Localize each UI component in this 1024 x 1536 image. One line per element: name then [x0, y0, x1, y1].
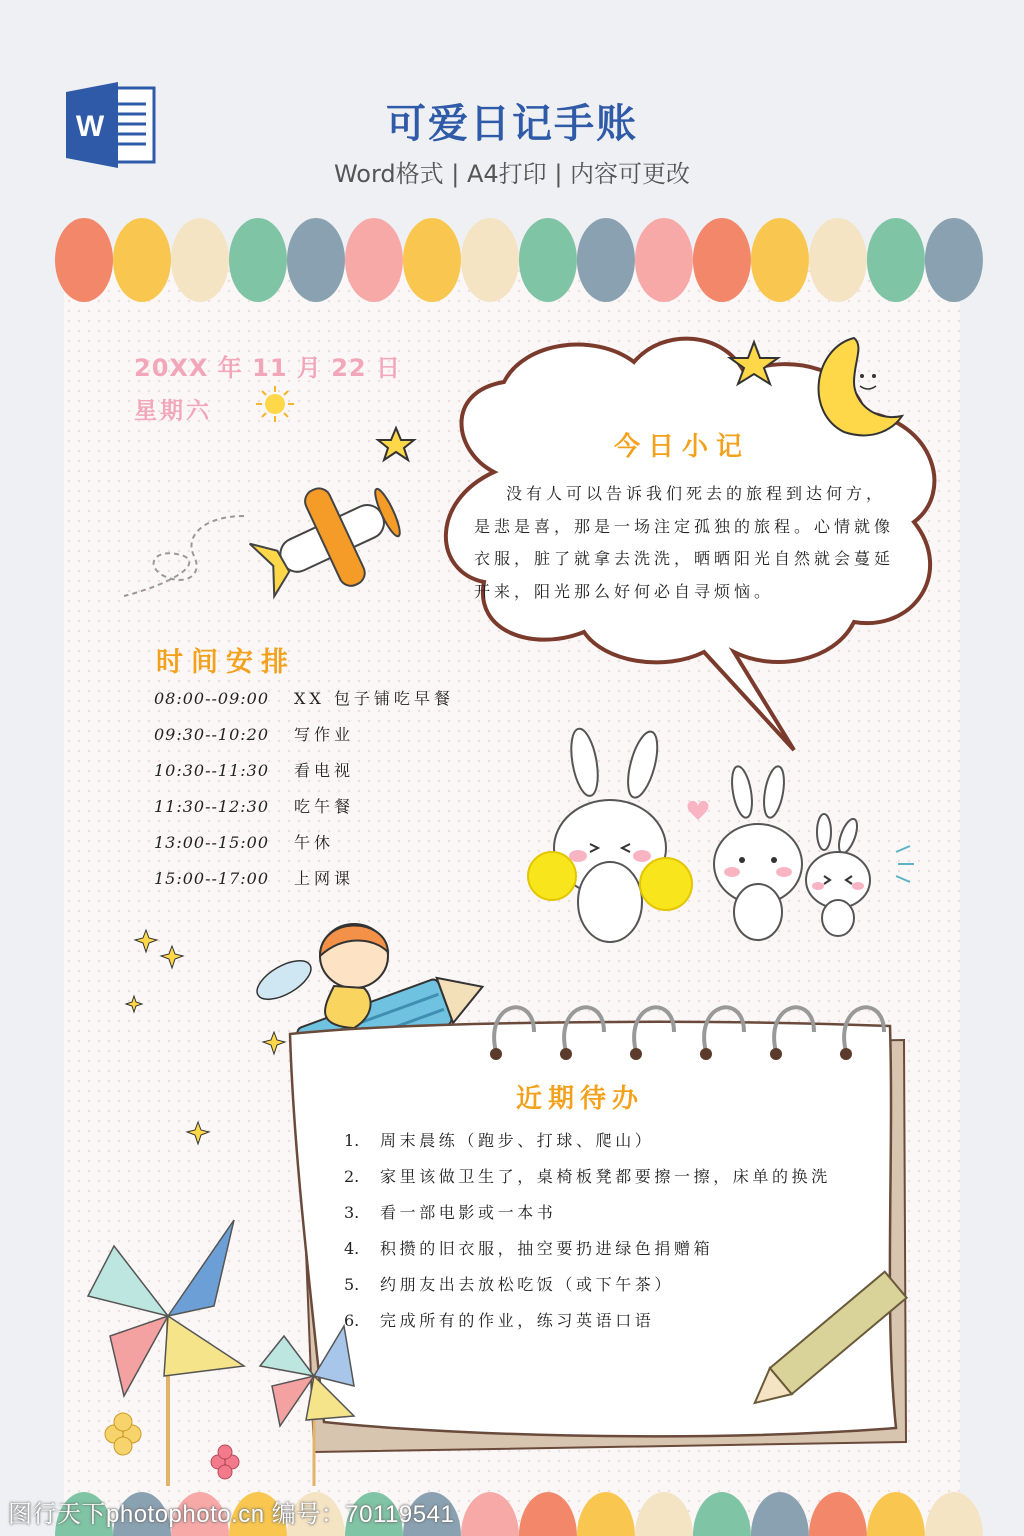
todo-text: 完成所有的作业，练习英语口语	[380, 1311, 655, 1330]
schedule-time: 13:00--15:00	[154, 833, 270, 852]
scallop	[925, 1492, 983, 1536]
scallop	[751, 218, 809, 302]
scallop	[171, 218, 229, 302]
schedule-list	[154, 684, 454, 900]
schedule-item	[154, 864, 454, 900]
todo-text: 积攒的旧衣服，抽空要扔进绿色捐赠箱	[380, 1239, 714, 1258]
top-scallop-border	[64, 256, 960, 316]
todo-number: 6.	[344, 1311, 360, 1330]
scallop	[635, 218, 693, 302]
scallop	[867, 218, 925, 302]
scallop	[577, 1492, 635, 1536]
bunnies-illustration	[520, 752, 920, 952]
schedule-item	[154, 684, 454, 720]
note-title: 今日小记	[614, 432, 751, 462]
schedule-task: 上网课	[294, 869, 355, 888]
scallop	[809, 218, 867, 302]
todo-item	[344, 1124, 831, 1160]
diary-date: 20XX 年 11 月 22 日	[134, 354, 401, 382]
todo-number: 3.	[344, 1203, 360, 1222]
scallop	[287, 218, 345, 302]
todo-item	[344, 1160, 831, 1196]
todo-number: 4.	[344, 1239, 360, 1258]
pinwheel-illustration	[84, 1216, 384, 1486]
scallop	[519, 218, 577, 302]
todo-text: 看一部电影或一本书	[380, 1203, 557, 1222]
todo-number: 2.	[344, 1167, 360, 1186]
todo-item	[344, 1196, 831, 1232]
schedule-item	[154, 792, 454, 828]
todo-text: 家里该做卫生了，桌椅板凳都要擦一擦，床单的换洗	[380, 1167, 831, 1186]
scallop	[345, 218, 403, 302]
schedule-item	[154, 828, 454, 864]
schedule-task: XX 包子铺吃早餐	[294, 689, 454, 708]
schedule-item	[154, 756, 454, 792]
scallop	[55, 218, 113, 302]
schedule-time: 15:00--17:00	[154, 869, 270, 888]
todo-item	[344, 1268, 831, 1304]
scallop	[229, 218, 287, 302]
schedule-title: 时间安排	[156, 647, 296, 678]
diary-weekday: 星期六	[134, 398, 212, 424]
document-header	[0, 0, 1024, 240]
todo-number: 5.	[344, 1275, 360, 1294]
page-subtitle: Word格式 | A4打印 | 内容可更改	[333, 160, 691, 188]
schedule-time: 10:30--11:30	[154, 761, 270, 780]
watermark-text: 图行天下photophoto.cn 编号：70119541	[8, 1501, 455, 1528]
schedule-task: 看电视	[294, 761, 355, 780]
schedule-time: 08:00--09:00	[154, 689, 270, 708]
todo-list	[344, 1124, 831, 1340]
schedule-task: 午休	[294, 833, 335, 852]
word-icon-letter: W	[75, 110, 105, 143]
schedule-task: 写作业	[294, 725, 355, 744]
scallop	[693, 218, 751, 302]
scallop	[693, 1492, 751, 1536]
note-text: 没有人可以告诉我们死去的旅程到达何方，是悲是喜，那是一场注定孤独的旅程。心情就像衣服，脏了就拿去洗洗，晒晒阳光自然就会蔓延开来，阳光那么好何必自寻烦恼。	[474, 484, 895, 601]
schedule-time: 09:30--10:20	[154, 725, 270, 744]
scallop	[635, 1492, 693, 1536]
schedule-time: 11:30--12:30	[154, 797, 270, 816]
todo-text: 周末晨练（跑步、打球、爬山）	[380, 1131, 655, 1150]
todo-title: 近期待办	[516, 1084, 645, 1114]
scallop	[113, 218, 171, 302]
scallop	[809, 1492, 867, 1536]
schedule-task: 吃午餐	[294, 797, 355, 816]
todo-item	[344, 1232, 831, 1268]
todo-number: 1.	[344, 1131, 360, 1150]
scallop	[577, 218, 635, 302]
todo-text: 约朋友出去放松吃饭（或下午茶）	[380, 1275, 675, 1294]
scallop	[867, 1492, 925, 1536]
schedule-item	[154, 720, 454, 756]
todo-item	[344, 1304, 831, 1340]
scallop	[461, 218, 519, 302]
scallop	[461, 1492, 519, 1536]
scallop	[403, 218, 461, 302]
scallop	[519, 1492, 577, 1536]
page-title: 可爱日记手账	[386, 101, 638, 147]
airplane-icon	[124, 416, 424, 616]
scallop	[925, 218, 983, 302]
diary-sheet	[8, 256, 960, 1536]
scallop	[751, 1492, 809, 1536]
